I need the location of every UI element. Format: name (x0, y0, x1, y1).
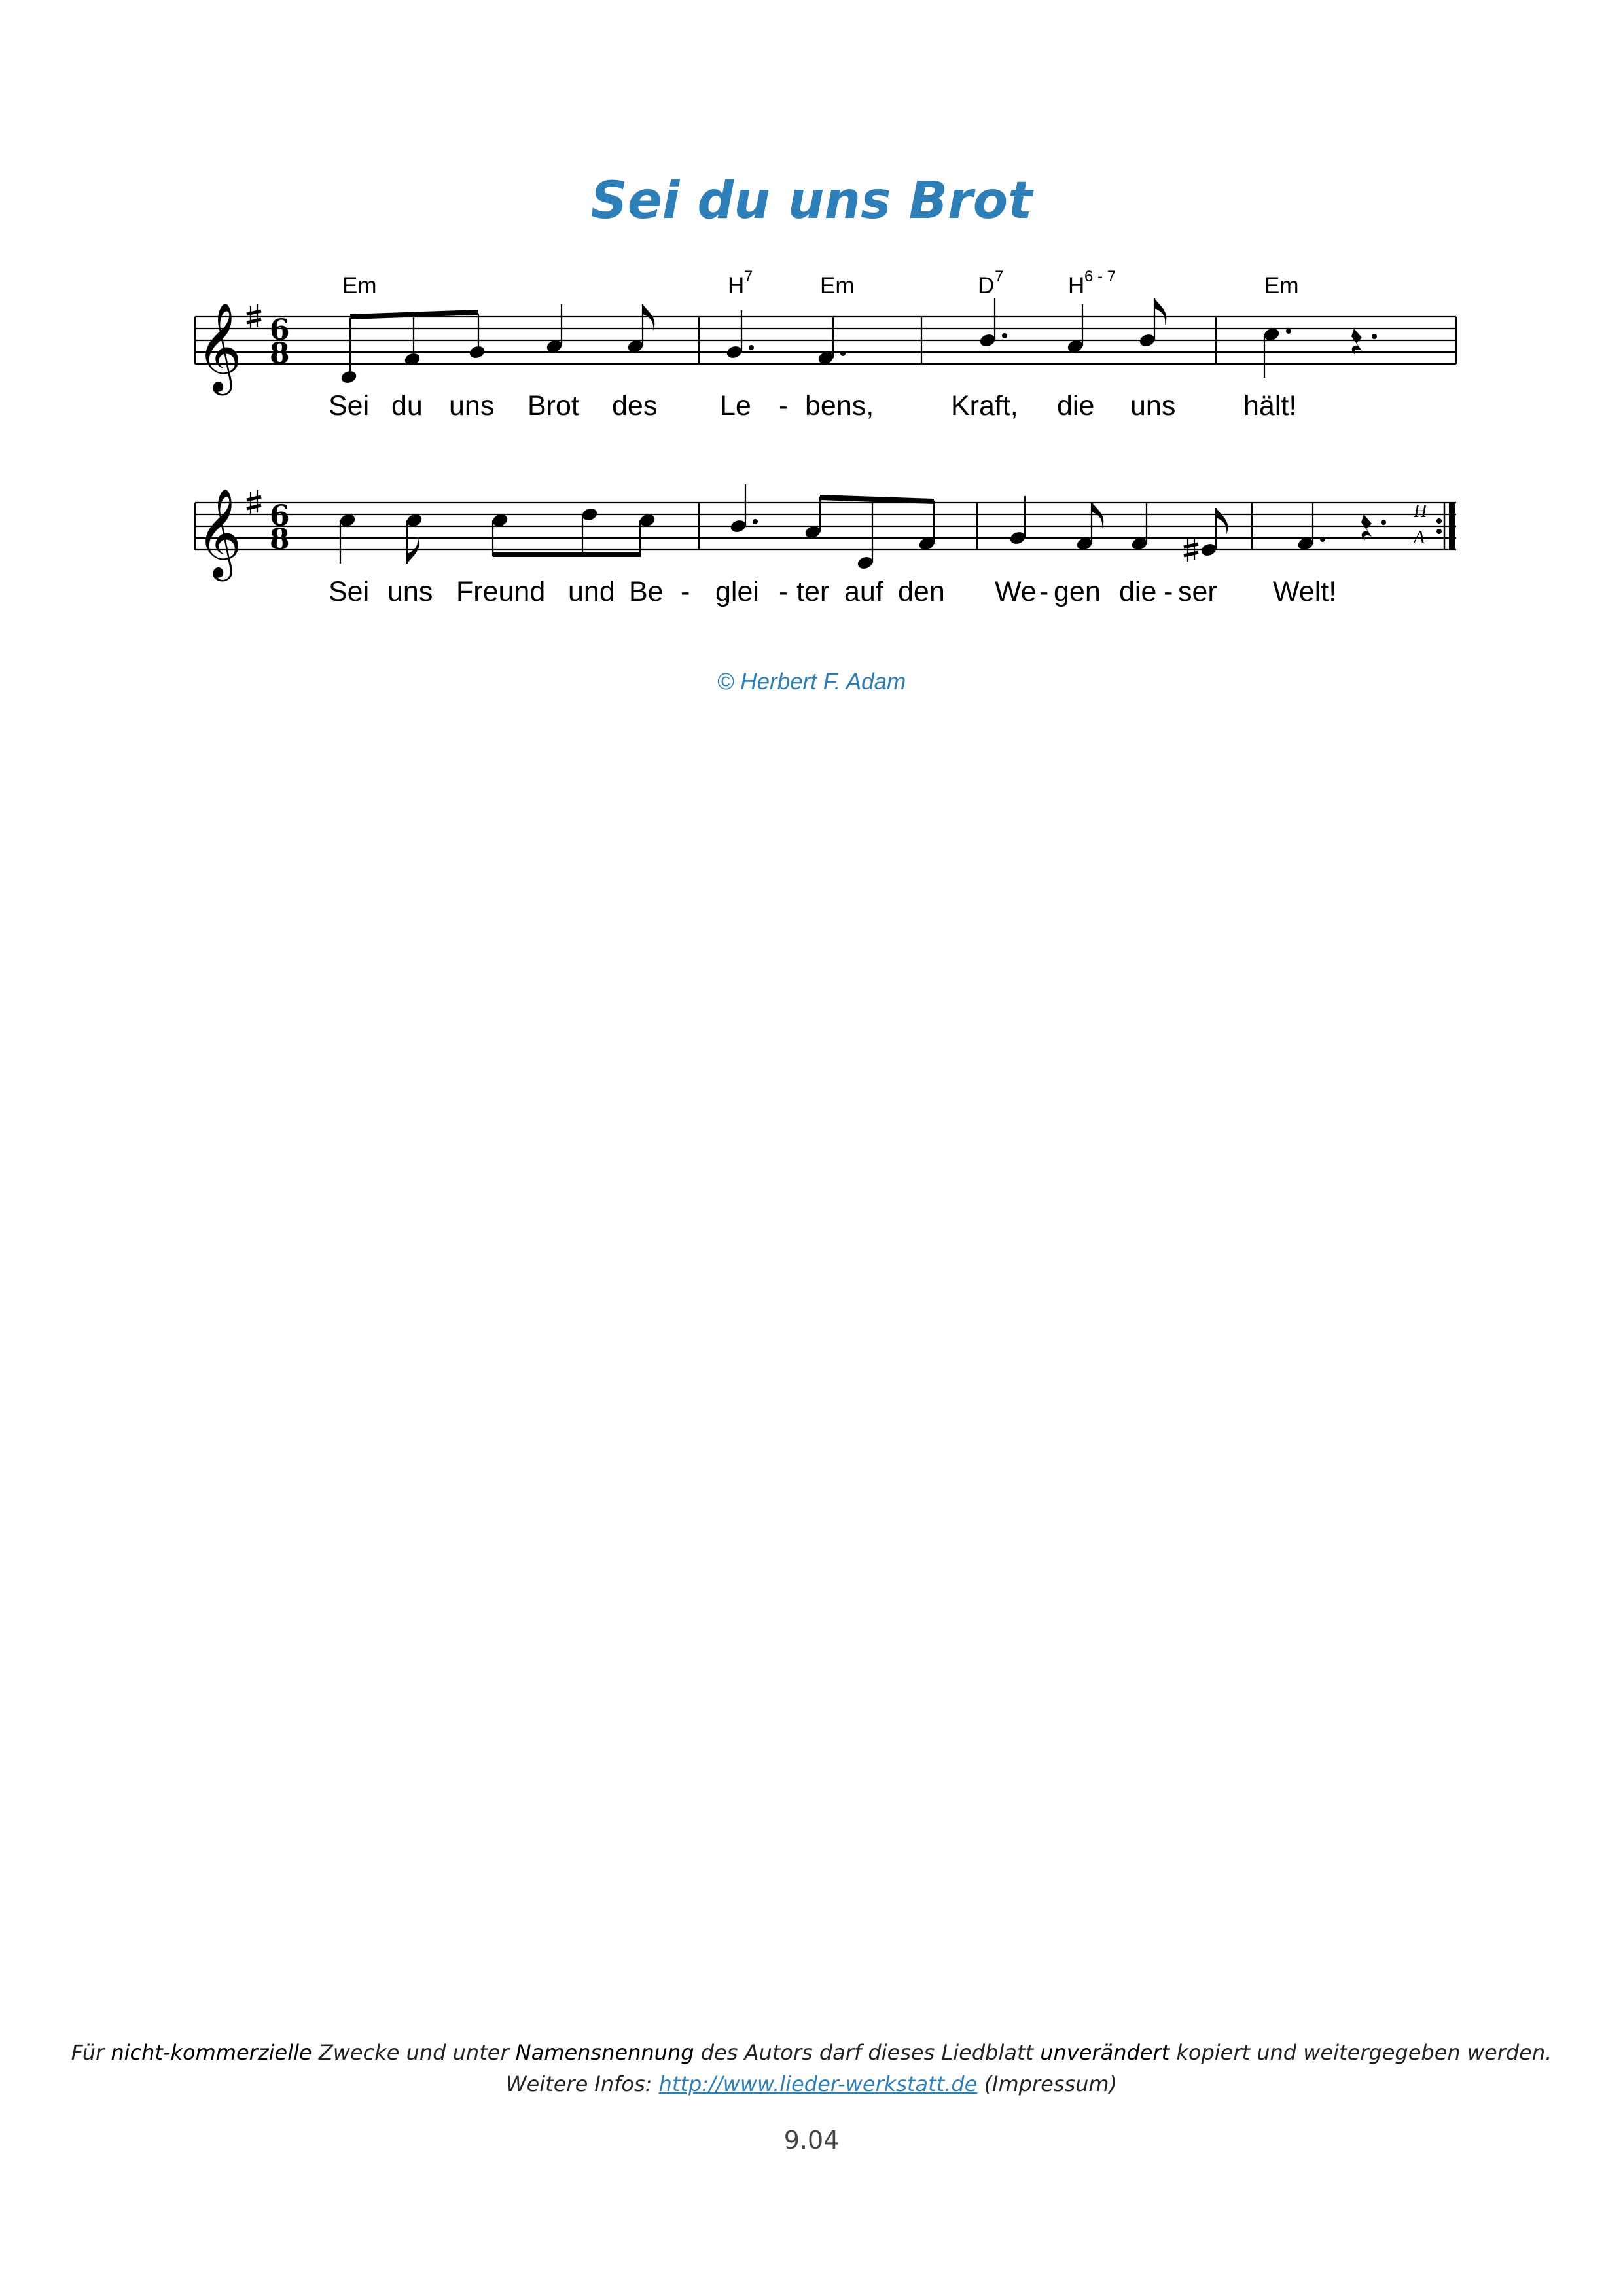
lyric-syllable: ter (796, 576, 830, 607)
license-footer (0, 2037, 1623, 2100)
chord-symbol: D (978, 273, 995, 298)
chord-extension: 7 (744, 268, 753, 285)
copyright-notice: © Herbert F. Adam (717, 669, 906, 694)
lyric-syllable: den (898, 576, 945, 607)
note (804, 525, 821, 540)
lyric-hyphen: - (681, 576, 690, 607)
info-prefix: Weitere Infos: (505, 2072, 659, 2096)
info-line (0, 2068, 1623, 2100)
notes-2 (339, 484, 1325, 570)
lyric-hyphen: - (1039, 576, 1049, 607)
note (730, 519, 747, 534)
license-text: des Autors darf dieses Liedblatt (694, 2040, 1041, 2065)
note (1297, 537, 1314, 552)
note (857, 556, 874, 571)
lyric-syllable: bens, (805, 390, 874, 422)
staff-system-1 (195, 268, 1456, 422)
license-emphasis: Namensnennung (515, 2040, 694, 2065)
lyric-syllable: Freund (456, 576, 546, 607)
note (1076, 537, 1093, 552)
song-title: Sei du uns Brot (590, 171, 1033, 230)
lyric-syllable: hält! (1243, 390, 1297, 422)
note (918, 537, 935, 552)
lyric-syllable: Sei (329, 390, 370, 422)
voice-mark-lower: A (1414, 528, 1425, 548)
license-emphasis: nicht-kommerzielle (111, 2040, 312, 2065)
lyric-syllable: Welt! (1273, 576, 1337, 607)
lyric-syllable: Be (629, 576, 664, 607)
note (817, 351, 834, 366)
lyric-hyphen: - (1164, 576, 1173, 607)
treble-clef-icon: 𝄞 (196, 487, 242, 577)
note (639, 513, 656, 528)
chord-symbol: H (1068, 273, 1085, 298)
quarter-rest-icon (1351, 329, 1362, 355)
note (1200, 543, 1217, 558)
lyric-syllable: und (568, 576, 615, 607)
music-score (0, 0, 1623, 655)
chord-symbol: H (728, 273, 745, 298)
note (339, 513, 356, 528)
license-text: kopiert und weitergegeben werden. (1169, 2040, 1552, 2065)
info-suffix: (Impressum) (977, 2072, 1118, 2096)
note (546, 339, 563, 354)
lyric-syllable: uns (1130, 390, 1176, 422)
lyric-hyphen: - (779, 390, 789, 422)
website-link[interactable]: http://www.lieder-werkstatt.de (658, 2072, 978, 2096)
note (979, 333, 996, 348)
note (1131, 537, 1148, 552)
lyrics-1 (329, 390, 1296, 422)
lyric-syllable: uns (449, 390, 495, 422)
lyric-syllable: die (1057, 390, 1095, 422)
lyric-syllable: ser (1178, 576, 1217, 607)
page-number: 9.04 (783, 2126, 840, 2155)
staff-system-2 (195, 484, 1456, 607)
lyric-syllable: die (1119, 576, 1157, 607)
lyric-syllable: Sei (329, 576, 370, 607)
note (1263, 327, 1280, 342)
note (1009, 531, 1026, 546)
note (581, 507, 598, 522)
license-text: Zwecke und unter (312, 2040, 516, 2065)
voice-mark-upper: H (1414, 501, 1427, 522)
chord-extension: 6 - 7 (1084, 268, 1116, 285)
note (627, 339, 644, 354)
lyric-syllable: Brot (527, 390, 579, 422)
lyric-hyphen: - (779, 576, 789, 607)
treble-clef-icon: 𝄞 (196, 301, 242, 391)
license-line (0, 2037, 1623, 2068)
lyric-syllable: gen (1054, 576, 1101, 607)
rest-dot (1372, 334, 1377, 339)
chords-1 (342, 268, 1299, 298)
chord-symbol: Em (820, 273, 855, 298)
chord-symbol: Em (342, 273, 377, 298)
note (340, 370, 357, 385)
notes-1 (340, 298, 1291, 384)
note (1139, 333, 1156, 348)
note (1067, 339, 1084, 354)
rest-dot (1381, 520, 1386, 525)
note (469, 345, 486, 360)
chord-symbol: Em (1264, 273, 1299, 298)
license-emphasis: unverändert (1040, 2040, 1170, 2065)
time-signature-top: 6 (270, 314, 290, 347)
time-signature-top: 6 (270, 499, 290, 533)
chord-extension: 7 (995, 268, 1004, 285)
note (726, 345, 743, 360)
note (491, 513, 508, 528)
lyric-syllable: glei (715, 576, 759, 607)
staff-lines-2 (195, 503, 1456, 550)
lyric-syllable: uns (387, 576, 433, 607)
lyrics-2 (329, 576, 1336, 607)
lyric-syllable: Le (720, 390, 751, 422)
time-signature-bottom: 8 (270, 523, 290, 556)
quarter-rest-icon (1361, 514, 1372, 541)
lyric-syllable: Kraft, (951, 390, 1018, 422)
time-signature-bottom: 8 (270, 337, 290, 370)
license-text: Für (71, 2040, 111, 2065)
lyric-syllable: auf (844, 576, 883, 607)
note (406, 513, 423, 528)
lyric-syllable: We (995, 576, 1037, 607)
lyric-syllable: des (612, 390, 658, 422)
lyric-syllable: du (391, 390, 423, 422)
beam (493, 552, 641, 557)
